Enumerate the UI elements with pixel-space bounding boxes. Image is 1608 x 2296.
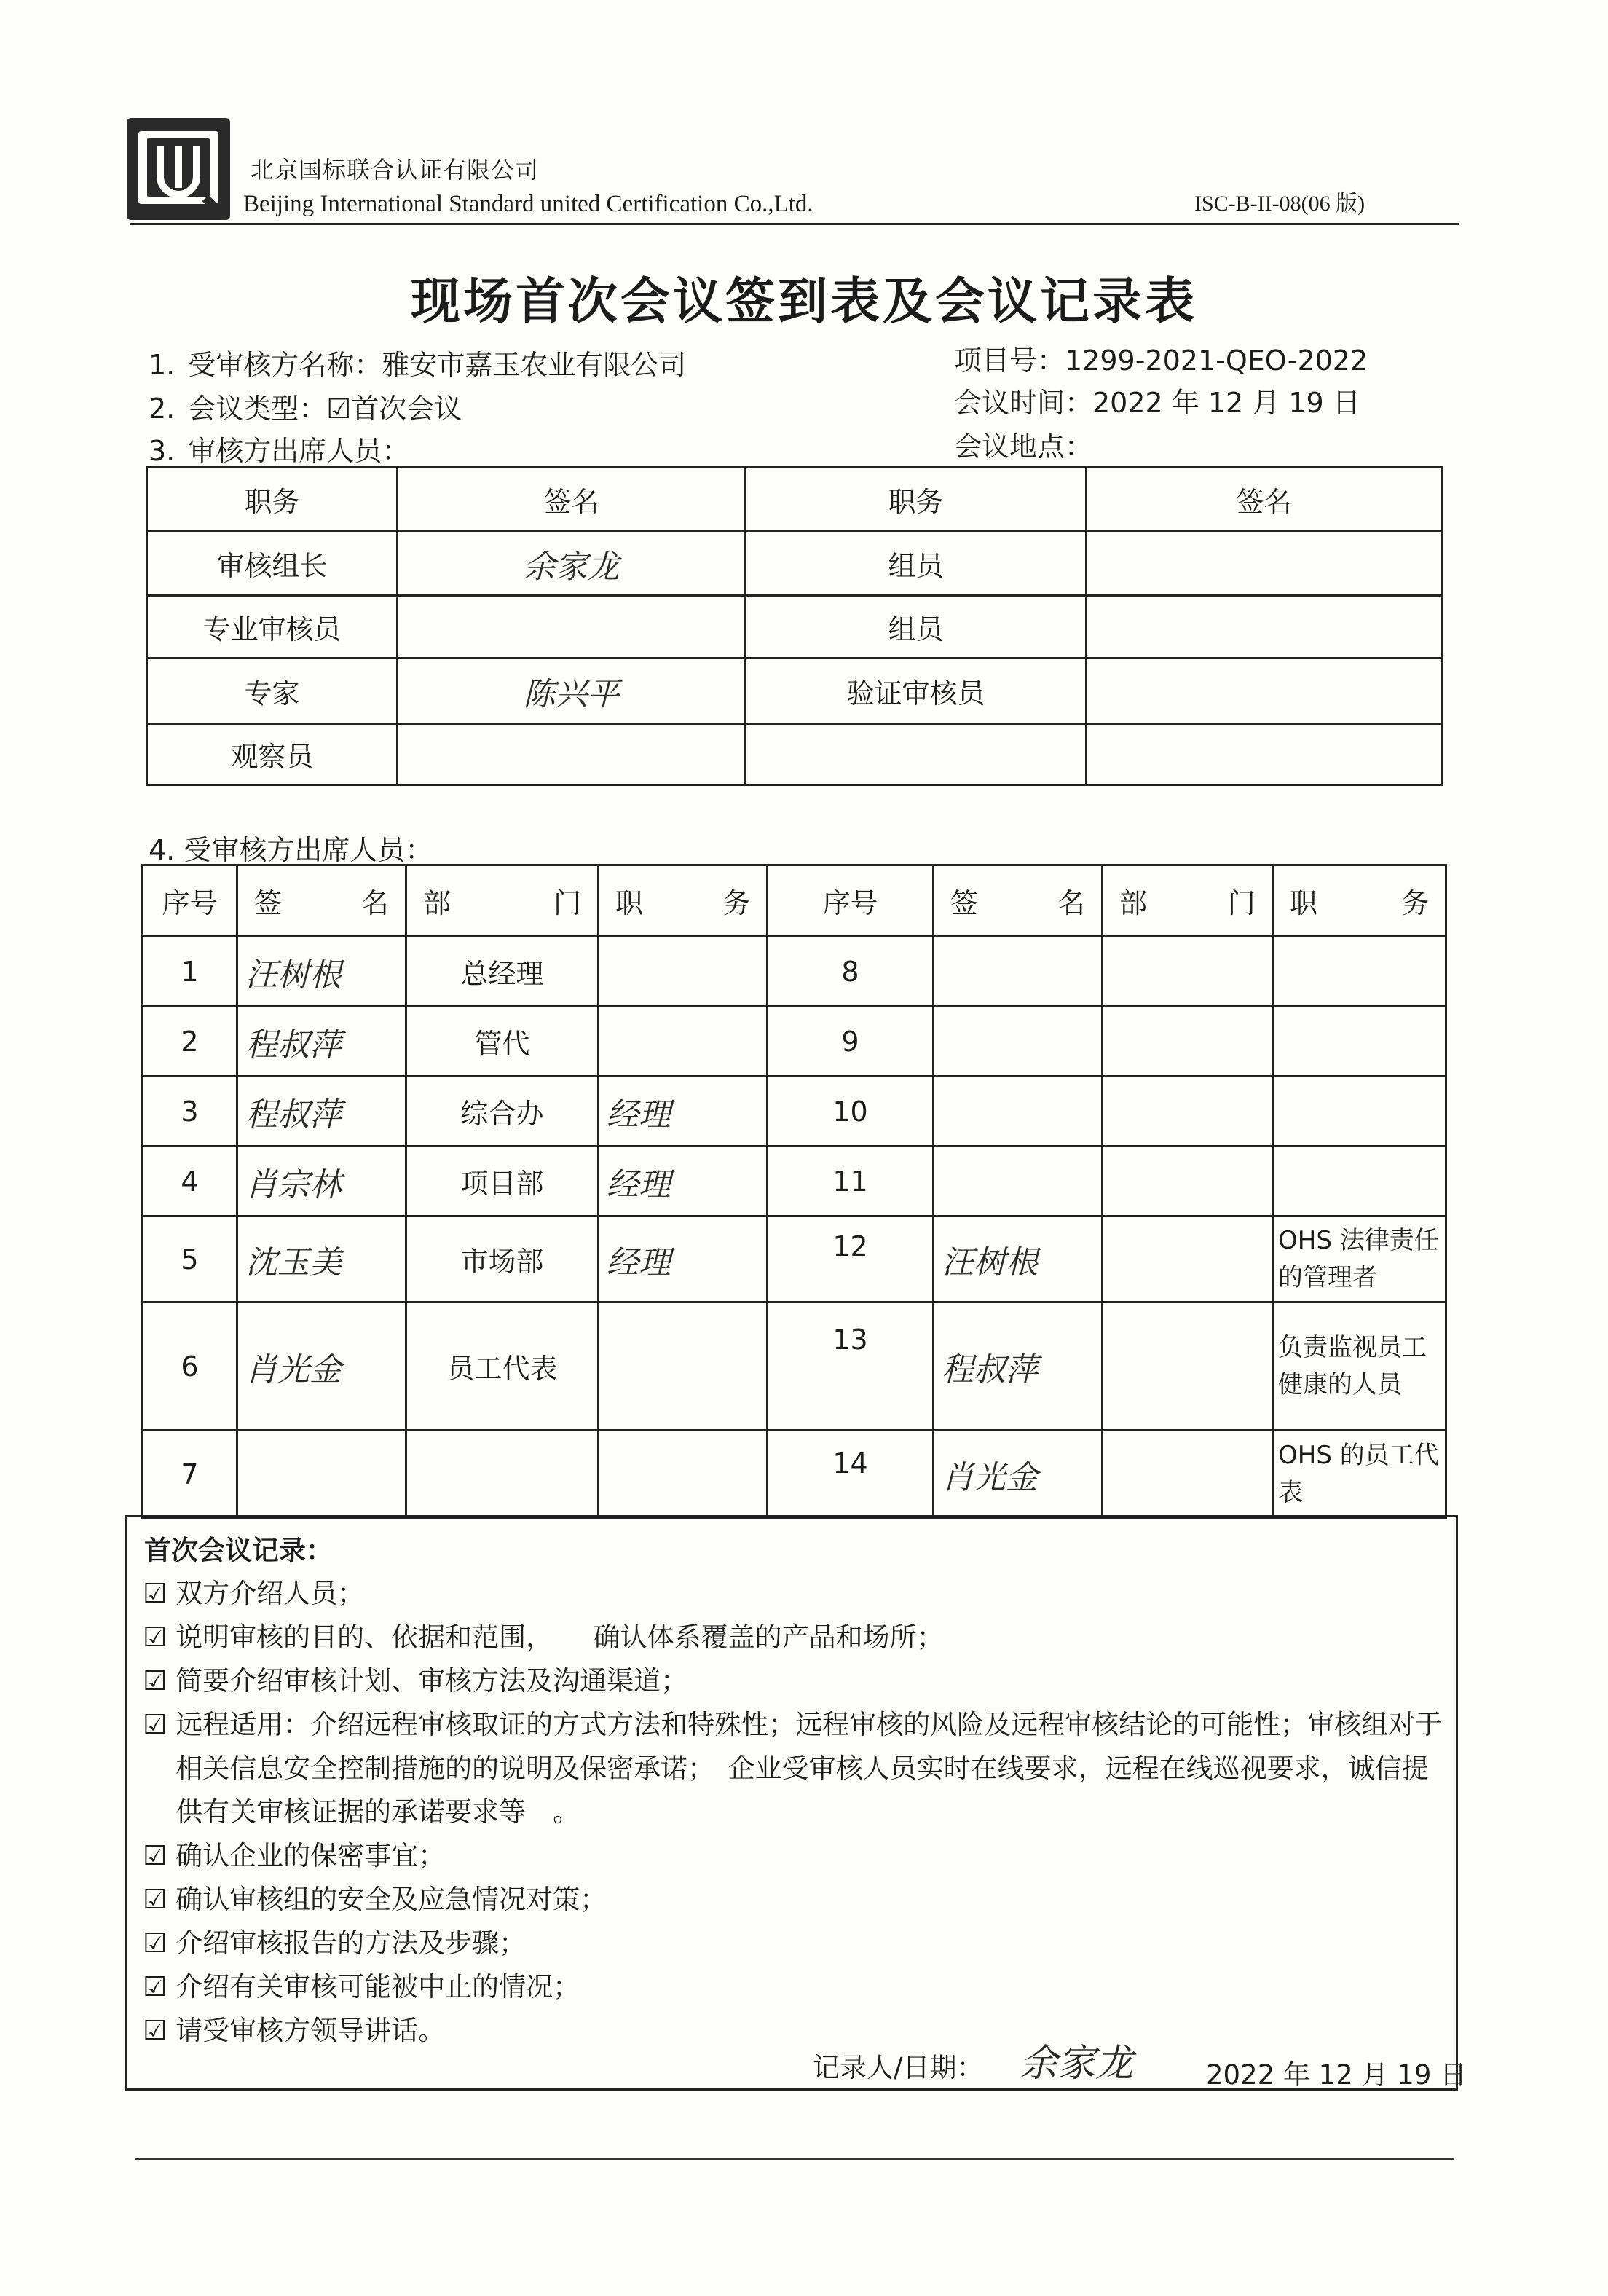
signature-cell: 程叔萍	[934, 1302, 1103, 1431]
list-item: ☑ 介绍审核报告的方法及步骤；	[143, 1922, 1446, 1965]
checkbox-checked-icon: ☑	[143, 1971, 168, 2002]
project-number: 项目号：1299-2021-QEO-2022	[954, 345, 1368, 377]
signature-cell	[934, 1007, 1103, 1077]
list-item: ☑ 确认企业的保密事宜；	[143, 1834, 1446, 1878]
department-cell: 项目部	[406, 1147, 599, 1216]
position-cell	[1273, 937, 1446, 1007]
seq-cell: 8	[768, 937, 934, 1007]
department-cell	[1103, 1302, 1273, 1431]
position-cell: 经理	[599, 1077, 768, 1147]
auditee-name-line	[149, 342, 686, 382]
table-header-row	[147, 468, 1442, 532]
auditee-name: 受审核方名称：雅安市嘉玉农业有限公司	[188, 349, 687, 381]
meeting-type: 会议类型：☑首次会议	[188, 393, 462, 425]
signature-cell	[398, 596, 746, 658]
header-cell: 签名	[398, 468, 746, 532]
role-cell: 审核组长	[147, 532, 398, 596]
signature-cell	[1087, 596, 1442, 658]
auditee-attendees-label: 4. 受审核方出席人员：	[149, 834, 433, 866]
seq-cell: 5	[143, 1216, 237, 1302]
department-cell: 总经理	[406, 937, 599, 1007]
department-cell: 综合办	[406, 1077, 599, 1147]
header-cell: 序号	[143, 865, 237, 937]
header-cell: 签名	[1087, 468, 1442, 532]
table-row	[147, 658, 1442, 724]
item-number: 2.	[149, 393, 176, 425]
meeting-time: 会议时间：2022 年 12 月 19 日	[954, 387, 1360, 419]
checkbox-checked-icon: ☑	[143, 2015, 168, 2046]
department-cell: 员工代表	[406, 1302, 599, 1431]
signature-cell: 余家龙	[398, 532, 746, 596]
seq-cell: 2	[143, 1007, 237, 1077]
header-cell: 签 名	[934, 865, 1103, 937]
record-title: 首次会议记录：	[144, 1535, 333, 1566]
signature-cell: 肖光金	[237, 1302, 406, 1431]
seq-cell: 4	[143, 1147, 237, 1216]
checkbox-checked-icon: ☑	[143, 1621, 168, 1653]
position-cell: 经理	[599, 1147, 768, 1216]
checkbox-checked-icon: ☑	[143, 1665, 168, 1697]
item-number: 1.	[149, 349, 176, 381]
signature-cell	[1087, 532, 1442, 596]
list-item: ☑ 双方介绍人员；	[143, 1572, 1446, 1616]
signature-cell	[934, 937, 1103, 1007]
signature-cell	[398, 724, 746, 785]
signature-cell	[237, 1431, 406, 1518]
position-cell	[1273, 1007, 1446, 1077]
table-row	[143, 1431, 1446, 1518]
signature-cell: 汪树根	[237, 937, 406, 1007]
seq-cell: 1	[143, 937, 237, 1007]
table-header-row	[143, 865, 1446, 937]
role-cell: 专家	[147, 658, 398, 724]
role-cell: 观察员	[147, 724, 398, 785]
table-row	[143, 1216, 1446, 1302]
position-cell	[1273, 1077, 1446, 1147]
item-number: 3.	[149, 435, 176, 467]
company-name-en: Beijing International Standard united Certification Co.,Ltd.	[243, 191, 813, 217]
signature-cell: 肖光金	[934, 1431, 1103, 1518]
checkbox-checked-icon: ☑	[143, 1709, 168, 1740]
table-row	[147, 532, 1442, 596]
auditor-attendees-line	[149, 428, 409, 468]
signature-cell: 沈玉美	[237, 1216, 406, 1302]
table-row	[147, 724, 1442, 785]
seq-cell: 14	[768, 1431, 934, 1518]
header-rule	[130, 223, 1459, 225]
header-cell: 职 务	[1273, 865, 1446, 937]
department-cell	[1103, 1216, 1273, 1302]
form-code: ISC-B-II-08(06 版)	[1194, 192, 1365, 216]
seq-cell: 13	[768, 1302, 934, 1431]
table-row	[143, 937, 1446, 1007]
company-name-cn: 北京国标联合认证有限公司	[251, 156, 540, 184]
auditor-attendees-label: 审核方出席人员：	[188, 435, 410, 467]
seq-cell: 6	[143, 1302, 237, 1431]
department-cell: 市场部	[406, 1216, 599, 1302]
department-cell	[406, 1431, 599, 1518]
checkbox-checked-icon: ☑	[143, 1578, 168, 1609]
position-cell	[599, 1302, 768, 1431]
role-cell: 验证审核员	[746, 658, 1087, 724]
seq-cell: 10	[768, 1077, 934, 1147]
table-row	[143, 1147, 1446, 1216]
list-item: ☑ 介绍有关审核可能被中止的情况；	[143, 1965, 1446, 2009]
position-cell	[599, 1007, 768, 1077]
company-logo	[125, 117, 232, 221]
list-item: ☑ 确认审核组的安全及应急情况对策；	[143, 1878, 1446, 1922]
department-cell	[1103, 1007, 1273, 1077]
checkbox-checked-icon: ☑	[143, 1840, 168, 1871]
page-title: 现场首次会议签到表及会议记录表	[410, 273, 1197, 331]
signature-cell	[1087, 658, 1442, 724]
record-checklist	[143, 1572, 1446, 2053]
table-row	[143, 1302, 1446, 1431]
seq-cell: 12	[768, 1216, 934, 1302]
signature-cell	[934, 1147, 1103, 1216]
header-cell: 职务	[147, 468, 398, 532]
signature-cell: 汪树根	[934, 1216, 1103, 1302]
role-cell: 组员	[746, 596, 1087, 658]
signature-cell	[934, 1077, 1103, 1147]
signature-cell: 程叔萍	[237, 1007, 406, 1077]
recorder-label: 记录人/日期：	[813, 2052, 984, 2083]
header-cell: 职务	[746, 468, 1087, 532]
seq-cell: 11	[768, 1147, 934, 1216]
position-cell	[599, 1431, 768, 1518]
recorder-signature: 余家龙	[1020, 2042, 1134, 2085]
signature-cell: 程叔萍	[237, 1077, 406, 1147]
table-row	[143, 1077, 1446, 1147]
header-cell: 序号	[768, 865, 934, 937]
auditor-attendance-table	[146, 466, 1443, 786]
department-cell	[1103, 937, 1273, 1007]
position-cell	[1273, 1147, 1446, 1216]
list-item: ☑ 说明审核的目的、依据和范围， 确认体系覆盖的产品和场所；	[143, 1616, 1446, 1659]
header-cell: 部 门	[1103, 865, 1273, 937]
department-cell	[1103, 1077, 1273, 1147]
position-cell: 经理	[599, 1216, 768, 1302]
position-cell: 负责监视员工健康的人员	[1273, 1302, 1446, 1431]
position-cell: OHS 的员工代表	[1273, 1431, 1446, 1518]
header-cell: 职 务	[599, 865, 768, 937]
meeting-type-line	[149, 386, 462, 426]
role-cell: 组员	[746, 532, 1087, 596]
department-cell: 管代	[406, 1007, 599, 1077]
list-item: ☑ 远程适用：介绍远程审核取证的方式方法和特殊性；远程审核的风险及远程审核结论的可能性；审核组对于相关信息安全控制措施的的说明及保密承诺； 企业受审核人员实时在线要求，远程在线巡视要求，诚信提供有关审核证据的承诺要求等 。	[143, 1703, 1446, 1834]
signature-cell	[1087, 724, 1442, 785]
list-item: ☑ 简要介绍审核计划、审核方法及沟通渠道；	[143, 1659, 1446, 1703]
checkbox-checked-icon: ☑	[143, 1927, 168, 1959]
signature-cell: 陈兴平	[398, 658, 746, 724]
table-row	[147, 596, 1442, 658]
footer-rule	[135, 2158, 1454, 2160]
role-cell: 专业审核员	[147, 596, 398, 658]
seq-cell: 7	[143, 1431, 237, 1518]
record-date: 2022 年 12 月 19 日	[1206, 2059, 1467, 2091]
auditee-attendance-table	[141, 864, 1447, 1519]
signature-cell: 肖宗林	[237, 1147, 406, 1216]
department-cell	[1103, 1431, 1273, 1518]
seq-cell: 3	[143, 1077, 237, 1147]
table-row	[143, 1007, 1446, 1077]
header-cell: 签 名	[237, 865, 406, 937]
position-cell: OHS 法律责任的管理者	[1273, 1216, 1446, 1302]
list-item: ☑ 请受审核方领导讲话。	[143, 2009, 1446, 2053]
checkbox-checked-icon: ☑	[143, 1884, 168, 1915]
position-cell	[599, 937, 768, 1007]
department-cell	[1103, 1147, 1273, 1216]
meeting-place: 会议地点：	[954, 430, 1093, 463]
role-cell	[746, 724, 1087, 785]
seq-cell: 9	[768, 1007, 934, 1077]
header-cell: 部 门	[406, 865, 599, 937]
